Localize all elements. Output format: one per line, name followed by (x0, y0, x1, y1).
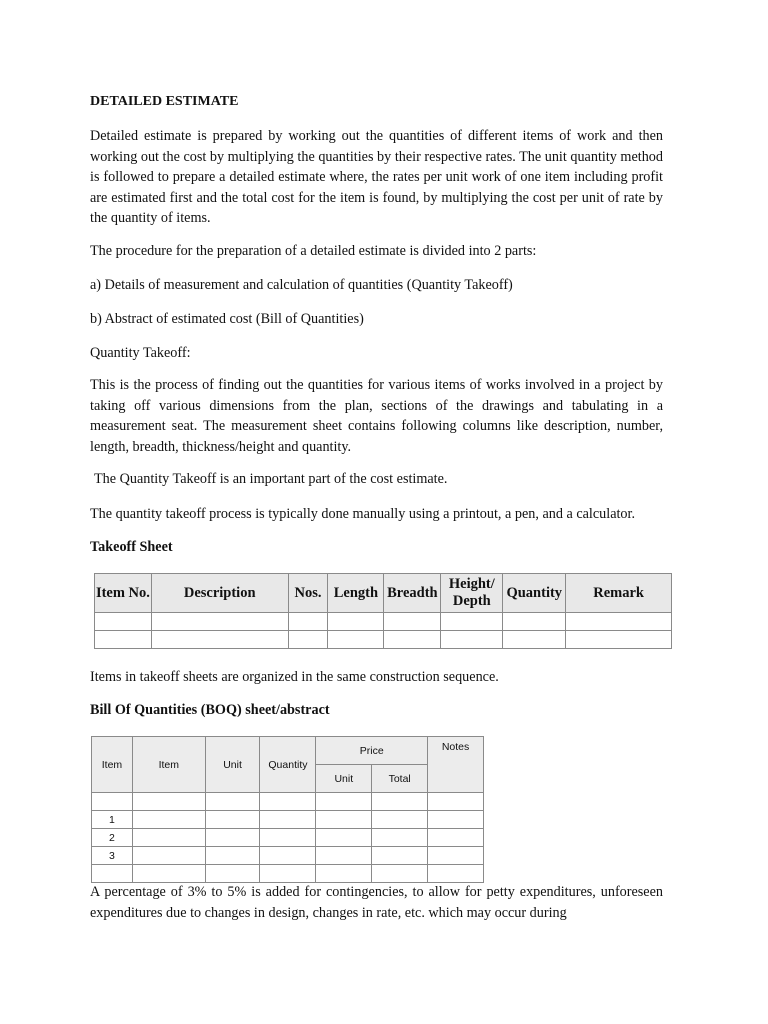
takeoff-header-cell: Height/ Depth (441, 574, 503, 613)
table-row (92, 793, 484, 811)
boq-row-number: 2 (92, 829, 133, 847)
part-a-item: a) Details of measurement and calculation of quantities (Quantity Takeoff) (90, 277, 513, 293)
table-row (92, 847, 484, 865)
takeoff-header-cell: Quantity (503, 574, 566, 613)
boq-header-row (92, 737, 484, 765)
part-b-item: b) Abstract of estimated cost (Bill of Quantities) (90, 311, 364, 327)
table-cell (503, 631, 566, 649)
table-cell (566, 613, 672, 631)
table-cell (441, 631, 503, 649)
boq-row-number: 1 (92, 811, 133, 829)
boq-row-number (92, 865, 133, 883)
boq-table (91, 736, 484, 883)
table-row (92, 829, 484, 847)
takeoff-process-note: The quantity takeoff process is typically done manually using a printout, a pen, and a calculator. (90, 506, 636, 522)
boq-header-price-total: Total (372, 765, 428, 793)
table-cell (95, 631, 152, 649)
takeoff-header-cell: Item No. (95, 574, 152, 613)
table-cell (151, 631, 288, 649)
quantity-takeoff-label: Quantity Takeoff: (90, 345, 191, 361)
table-cell (328, 613, 384, 631)
takeoff-header-row (95, 574, 672, 613)
boq-header-quantity: Quantity (260, 737, 316, 793)
takeoff-header-cell: Breadth (384, 574, 441, 613)
contingency-paragraph: A percentage of 3% to 5% is added for contingencies, to allow for petty expenditures, unforeseen expenditures due to changes in design, changes in rate, etc. which may occur during (90, 884, 663, 921)
boq-header-price: Price (316, 737, 428, 765)
table-cell (288, 631, 328, 649)
table-cell (288, 613, 328, 631)
boq-header-item: Item (132, 737, 205, 793)
procedure-paragraph: The procedure for the preparation of a detailed estimate is divided into 2 parts: (90, 243, 537, 259)
page-title: DETAILED ESTIMATE (90, 94, 239, 109)
takeoff-header-cell: Remark (566, 574, 672, 613)
table-cell (441, 613, 503, 631)
table-cell (95, 613, 152, 631)
boq-header-price-unit: Unit (316, 765, 372, 793)
table-cell (151, 613, 288, 631)
boq-header-unit: Unit (205, 737, 260, 793)
intro-paragraph: Detailed estimate is prepared by working out the quantities of different items of work and then working out the cost by multiplying the quantities by their respective rates. The unit quantity method is followed to prepare a detailed estimate where, the rates per unit work of one item including profit are estimated first and the total cost for the item is found, by multiplying the cost per unit of rate by the quantity of items. (90, 128, 663, 226)
boq-header-item-no: Item (92, 737, 133, 793)
boq-row-number: 3 (92, 847, 133, 865)
table-row (92, 865, 484, 883)
table-cell (384, 613, 441, 631)
takeoff-sheet-table (94, 573, 672, 649)
table-cell (566, 631, 672, 649)
table-row (95, 613, 672, 631)
boq-header-notes: Notes (428, 737, 484, 793)
table-row (92, 811, 484, 829)
takeoff-header-cell: Description (151, 574, 288, 613)
table-row (95, 631, 672, 649)
table-cell (328, 631, 384, 649)
takeoff-importance-note: The Quantity Takeoff is an important part of the cost estimate. (94, 471, 448, 487)
boq-heading: Bill Of Quantities (BOQ) sheet/abstract (90, 702, 330, 718)
takeoff-header-cell: Length (328, 574, 384, 613)
organized-note: Items in takeoff sheets are organized in the same construction sequence. (90, 669, 499, 685)
table-cell (384, 631, 441, 649)
takeoff-sheet-heading: Takeoff Sheet (90, 539, 173, 555)
takeoff-header-cell: Nos. (288, 574, 328, 613)
table-cell (503, 613, 566, 631)
quantity-takeoff-paragraph: This is the process of finding out the quantities for various items of works involved in a project by taking off various dimensions from the plan, sections of the drawings and tabulating in a measurement seat. The measurement sheet contains following columns like description, number, length, breadth, thickness/height and quantity. (90, 377, 663, 455)
